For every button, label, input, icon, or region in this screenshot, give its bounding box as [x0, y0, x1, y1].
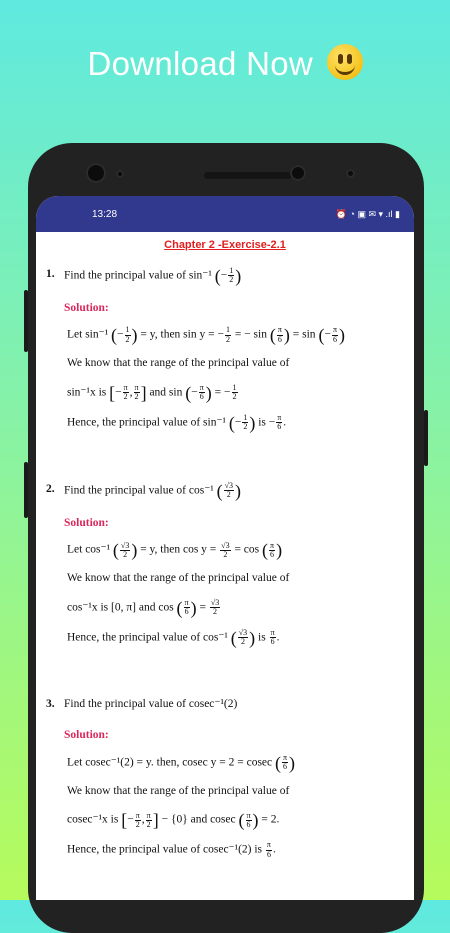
- solution-line: Let cosec⁻¹(2) = y. then, cosec y = 2 = cosec ( $\frac{\pi}{6}$ ): [67, 752, 296, 773]
- sensor-icon: [116, 170, 124, 178]
- smiling-face-icon: [327, 44, 363, 80]
- promo-banner: [0, 44, 450, 83]
- question-number: 1.: [46, 267, 55, 280]
- question-prompt: Find the principal value of cosec⁻¹(2): [64, 697, 238, 710]
- solution-line: We know that the range of the principal value of: [67, 357, 290, 370]
- solution-line: cosec⁻¹x is [− $\frac{\pi}{2}$ , $\frac{\pi}{2}$ ] − {0} and cosec ( $\frac{\pi}{6}$ ) = 2.: [67, 810, 280, 831]
- front-camera-icon: [86, 163, 106, 183]
- speaker-grill: [204, 172, 292, 179]
- question-3: [46, 697, 404, 713]
- phone-screen: [36, 196, 414, 900]
- status-time: 13:28: [92, 208, 118, 220]
- solution-label: Solution:: [64, 301, 109, 314]
- question-2: [46, 482, 404, 500]
- solution-line: Hence, the principal value of cos⁻¹ ( $\frac{√3}{2}$ ) is $\frac{\pi}{6}$ .: [67, 627, 280, 648]
- solution-line: cos⁻¹x is [0, π] and cos ( $\frac{\pi}{6}$ ) = $\frac{√3}{2}$: [67, 597, 220, 618]
- solution-label: Solution:: [64, 729, 109, 742]
- solution-line: Hence, the principal value of sin⁻¹ (− $\frac{1}{2}$ ) is − $\frac{\pi}{6}$ .: [67, 412, 287, 433]
- volume-button: [24, 290, 28, 352]
- question-prompt: Find the principal value of sin⁻¹ (− $\frac{1}{2}$ ): [64, 265, 242, 286]
- status-icons: ⏰ ◔ ▣ ✉ ▾ .ıl ▮: [335, 208, 400, 219]
- solution-label: Solution:: [64, 516, 109, 529]
- side-button: [424, 410, 428, 466]
- solution-line: Hence, the principal value of cosec⁻¹(2) is $\frac{\pi}{6}$ .: [67, 840, 276, 859]
- solution-line: sin⁻¹x is [− $\frac{\pi}{2}$ , $\frac{\pi}{2}$ ] and sin (− $\frac{\pi}{6}$ ) = − $\frac{1}{2}$: [67, 382, 237, 403]
- solution-line: We know that the range of the principal value of: [67, 784, 290, 797]
- exercise-document[interactable]: [36, 232, 414, 859]
- light-sensor-icon: [346, 169, 355, 178]
- proximity-sensor-icon: [290, 165, 306, 181]
- question-1: [46, 267, 404, 285]
- question-number: 2.: [46, 482, 55, 495]
- solution-line: Let sin⁻¹ (− $\frac{1}{2}$ ) = y, then sin y = − $\frac{1}{2}$ = − sin ( $\frac{\pi}{6}$ ) = sin (− $\frac{\pi}{6}$ ): [67, 325, 345, 346]
- power-button: [24, 462, 28, 518]
- question-prompt: Find the principal value of cos⁻¹ ( $\frac{√3}{2}$ ): [64, 480, 241, 501]
- solution-line: We know that the range of the principal value of: [67, 572, 290, 585]
- status-bar: [36, 196, 414, 232]
- chapter-title: Chapter 2 -Exercise-2.1: [164, 239, 286, 251]
- solution-line: Let cos⁻¹ ( $\frac{√3}{2}$ ) = y, then cos y = $\frac{√3}{2}$ = cos ( $\frac{\pi}{6}$ ): [67, 540, 283, 561]
- promo-title: Download Now: [87, 45, 314, 82]
- question-number: 3.: [46, 697, 55, 710]
